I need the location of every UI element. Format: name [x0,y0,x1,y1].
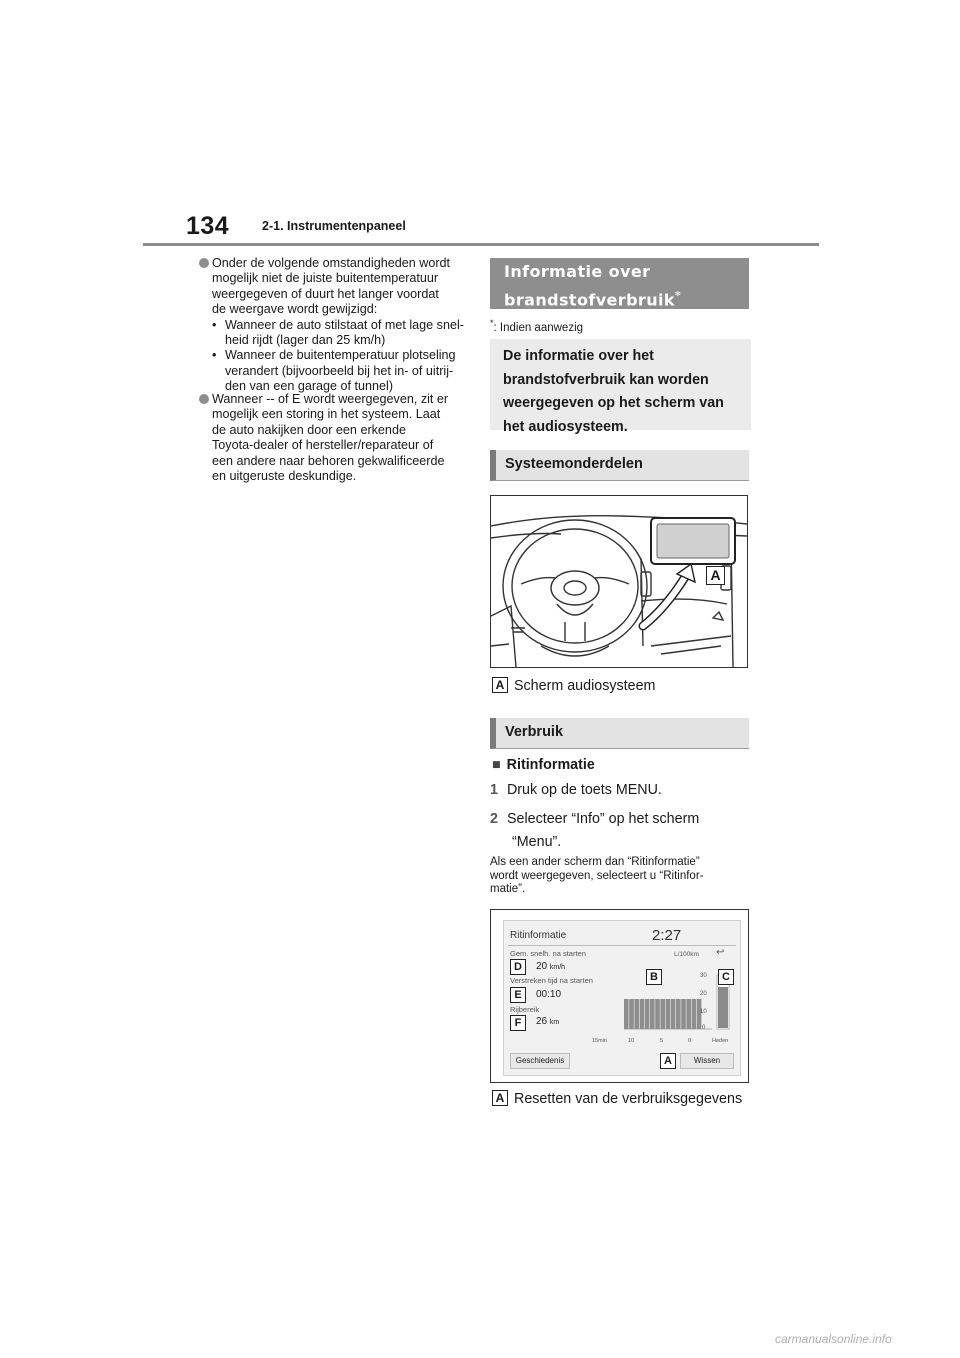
caption-label-a: A [492,1090,508,1106]
callout-e: E [510,987,526,1003]
trip-info-screen-figure [490,909,749,1083]
screen-clock: 2:27 [652,927,682,944]
caption-audio-screen: A Scherm audiosysteem [492,678,655,694]
unit-label: L/100km [674,951,699,958]
intro-box [490,339,751,435]
header-rule [143,243,819,246]
elapsed-time-label: Verstreken tijd na starten [510,976,593,985]
history-bar [692,999,697,1029]
elapsed-time-value: 00:10 [536,989,562,1000]
sub-line: verandert (bijvoorbeeld bij het in- of uitrij- [225,363,454,378]
history-bar [650,999,655,1029]
x-tick: 10 [628,1038,635,1044]
history-bar [681,999,686,1029]
sub-bullet-low-speed [212,318,470,349]
range-value: 26 km [536,1016,560,1027]
graph-bars [624,999,701,1029]
heading-system-components: Systeemonderdelen [490,450,749,481]
screen-title: Ritinformatie [510,930,567,941]
clear-button[interactable]: Wissen [680,1053,734,1069]
bullet-temperature [212,256,470,395]
heading-line: brandstofverbruik* [504,289,682,310]
step-1: 1 Druk op de toets MENU. [490,782,662,798]
bullet-line: Wanneer -- of E wordt weergegeven, zit er [212,392,449,406]
history-button[interactable]: Geschiedenis [510,1053,570,1069]
sub-line: • Wanneer de auto stilstaat of met lage snel- [225,317,464,332]
bullet-line: mogelijk niet de juiste buitentemperatuur [212,271,439,286]
sub-bullet-sudden-change [212,348,470,394]
bullet-malfunction [212,392,470,484]
watermark: carmanualsonline.info [775,1332,892,1346]
avg-speed-label: Gem. snelh. na starten [510,949,586,958]
heading-fuel-info [490,258,749,309]
note-other-screen: Als een ander scherm dan “Ritinformatie” wordt weergegeven, selecteert u “Ritinfor- matie”. [490,856,704,895]
figure1-callout-a: A [706,566,725,585]
x-tick-now: Heden [712,1038,729,1044]
bullet-line: Toyota-dealer of hersteller/reparateur of [212,438,434,453]
page-number: 134 [186,212,230,240]
bullet-line: Onder de volgende omstandigheden wordt [212,256,451,270]
heading-consumption: Verbruik [490,718,749,749]
back-icon[interactable]: ↩ [716,947,725,958]
screen-divider [508,945,736,946]
y-tick: 20 [700,991,707,997]
history-bar [655,999,660,1029]
consumption-graph [622,965,732,1041]
bullet-line: en uitgeruste deskundige. [212,469,357,484]
callout-d: D [510,959,526,975]
history-bar [676,999,681,1029]
dashboard-illustration [490,495,748,668]
intro-line: De informatie over het [503,348,654,364]
callout-f: F [510,1015,526,1031]
callout-b: B [646,969,662,985]
x-tick: 5 [660,1038,664,1044]
history-bar [634,999,639,1029]
current-bar [718,987,728,1028]
bullet-line: mogelijk een storing in het systeem. Laat [212,407,441,422]
avg-speed-value: 20 km/h [536,961,566,972]
y-tick: 10 [700,1009,707,1015]
callout-c: C [718,969,734,985]
intro-line: weergegeven op het scherm van [503,395,724,411]
section-title: 2-1. Instrumentenpaneel [262,219,406,233]
caption-label-a: A [492,677,508,693]
bullet-line: de auto nakijken door een erkende [212,422,406,437]
intro-line: brandstofverbruik kan worden [503,371,709,388]
heading-line: Informatie over [504,262,651,281]
history-bar [624,999,629,1029]
history-bar [640,999,645,1029]
sub-line: den van een garage of tunnel) [225,379,394,394]
step-2: 2 Selecteer “Info” op het scherm “Menu”. [490,811,700,850]
y-tick: 30 [700,973,707,979]
range-label: Rijbereik [510,1005,540,1014]
x-tick: 0 [688,1038,692,1044]
history-bar [645,999,650,1029]
bullet-line: weergegeven of duurt het langer voordat [212,286,439,301]
history-bar [671,999,676,1029]
subheading-trip-info: ■ Ritinformatie [492,757,595,773]
history-bar [629,999,634,1029]
bullet-dot-icon [199,394,209,404]
history-bar [686,999,691,1029]
caption-reset: A Resetten van de verbruiksgegevens [492,1091,742,1107]
trip-info-screen [503,920,741,1076]
sub-line: • Wanneer de buitentemperatuur plotseling [225,348,456,363]
history-bar [660,999,665,1029]
history-bar [666,999,671,1029]
sub-line: heid rijdt (lager dan 25 km/h) [225,333,386,348]
bullet-line: de weergave wordt gewijzigd: [212,302,378,317]
x-tick: 15min [592,1038,607,1044]
bullet-dot-icon [199,258,209,268]
footnote: *: Indien aanwezig [490,318,584,334]
bullet-line: een andere naar behoren gekwalificeerde [212,453,445,468]
intro-line: het audiosysteem. [503,418,628,435]
y-tick: 0 [702,1025,706,1031]
callout-a: A [660,1053,676,1069]
